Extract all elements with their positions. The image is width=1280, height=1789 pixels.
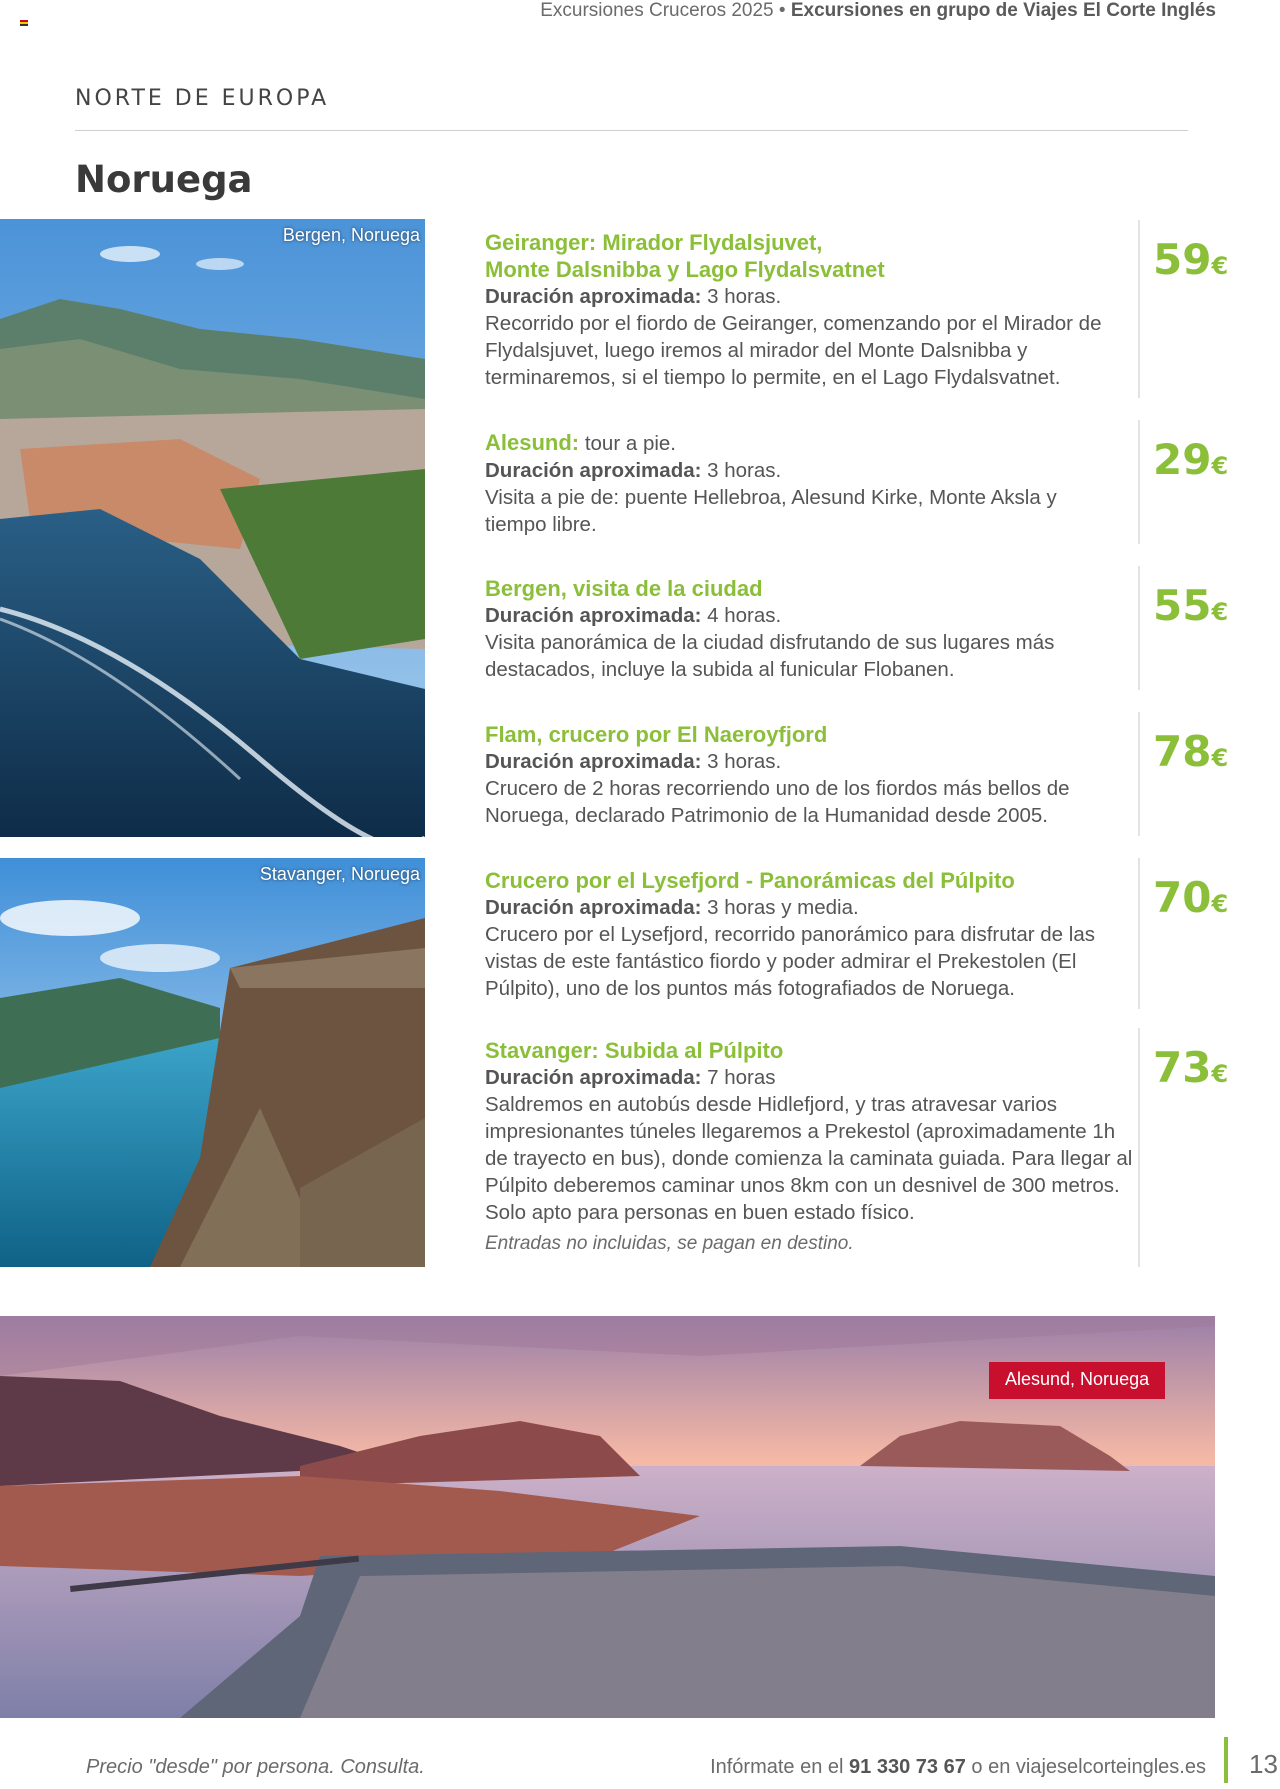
tour-duration: 3 horas. bbox=[707, 750, 782, 773]
currency-symbol: € bbox=[1211, 598, 1229, 626]
price-value: 55 bbox=[1153, 581, 1212, 630]
currency-symbol: € bbox=[1211, 252, 1229, 280]
contact-mid: o en bbox=[971, 1756, 1011, 1778]
price-value: 73 bbox=[1153, 1043, 1212, 1092]
phone-number[interactable]: 91 330 73 67 bbox=[849, 1756, 966, 1778]
header-separator: • bbox=[778, 0, 786, 21]
tour-alesund bbox=[485, 429, 1140, 538]
currency-symbol: € bbox=[1211, 452, 1229, 480]
tickets-note: Entradas no incluidas, se pagan en destino. bbox=[485, 1233, 854, 1254]
tour-title: Crucero por el Lysefjord - Panorámicas del Púlpito bbox=[485, 868, 1015, 893]
bergen-photo-caption: Bergen, Noruega bbox=[282, 225, 420, 245]
contact-info bbox=[710, 1756, 1206, 1779]
price-divider bbox=[1138, 220, 1140, 398]
tour-geiranger bbox=[485, 229, 1140, 391]
price-value: 70 bbox=[1153, 873, 1212, 922]
price-divider bbox=[1138, 1028, 1140, 1267]
page-title: Noruega bbox=[75, 158, 253, 201]
duration-label: Duración aproximada: bbox=[485, 750, 702, 773]
price-divider bbox=[1138, 858, 1140, 1009]
duration-label: Duración aproximada: bbox=[485, 285, 702, 308]
alesund-photo-caption: Alesund, Noruega bbox=[989, 1362, 1165, 1399]
tour-price bbox=[1153, 727, 1229, 776]
stavanger-photo bbox=[0, 858, 425, 1267]
tour-title: Stavanger: Subida al Púlpito bbox=[485, 1038, 784, 1063]
tour-description: Recorrido por el fiordo de Geiranger, comenzando por el Mirador de Flydalsjuvet, luego iremos al mirador del Monte Dalsnibba y terminaremos, si el tiempo lo permite, en el Lago Flydalsvatnet. bbox=[485, 312, 1102, 389]
bergen-photo bbox=[0, 219, 425, 837]
tour-stavanger bbox=[485, 1037, 1140, 1226]
page-number: 13 bbox=[1249, 1749, 1278, 1779]
price-value: 78 bbox=[1153, 727, 1212, 776]
contact-prefix: Infórmate en el bbox=[710, 1756, 844, 1778]
duration-label: Duración aproximada: bbox=[485, 604, 702, 627]
currency-symbol: € bbox=[1211, 890, 1229, 918]
duration-label: Duración aproximada: bbox=[485, 896, 702, 919]
tour-title-line2: Monte Dalsnibba y Lago Flydalsvatnet bbox=[485, 257, 885, 282]
tour-duration: 3 horas y media. bbox=[707, 896, 859, 919]
price-disclaimer: Precio "desde" por persona. Consulta. bbox=[86, 1756, 425, 1778]
price-value: 29 bbox=[1153, 435, 1212, 484]
tour-lysefjord bbox=[485, 867, 1140, 1002]
duration-label: Duración aproximada: bbox=[485, 1066, 702, 1089]
tour-price bbox=[1153, 1043, 1229, 1092]
tour-price bbox=[1153, 435, 1229, 484]
price-value: 59 bbox=[1153, 235, 1212, 284]
duration-label: Duración aproximada: bbox=[485, 459, 702, 482]
price-divider bbox=[1138, 566, 1140, 690]
footer-divider bbox=[1224, 1737, 1228, 1783]
tour-price bbox=[1153, 581, 1229, 630]
tour-title-suffix: tour a pie. bbox=[584, 432, 676, 455]
currency-symbol: € bbox=[1211, 744, 1229, 772]
tour-title: Geiranger: Mirador Flydalsjuvet, bbox=[485, 230, 823, 255]
website-link[interactable]: viajeselcorteingles.es bbox=[1015, 1756, 1206, 1778]
currency-symbol: € bbox=[1211, 1060, 1229, 1088]
tour-description: Crucero por el Lysefjord, recorrido panorámico para disfrutar de las vistas de este fantástico fiordo y poder admirar el Prekestolen (El Púlpito), uno de los puntos más fotografiados de Noruega. bbox=[485, 923, 1095, 1000]
tour-description: Saldremos en autobús desde Hidlefjord, y tras atravesar varios impresionantes túneles llegaremos a Prekestol (aproximadamente 1h de trayecto en bus), donde comienza la caminata guiada. Para llegar al Púlpito deberemos caminar unos 8km con un desnivel de 300 metros. Solo apto para personas en buen estado físico. bbox=[485, 1093, 1133, 1224]
tour-flam bbox=[485, 721, 1140, 829]
tour-bergen bbox=[485, 575, 1140, 683]
tour-description: Visita a pie de: puente Hellebroa, Alesund Kirke, Monte Aksla y tiempo libre. bbox=[485, 486, 1057, 536]
spain-flag-icon bbox=[20, 20, 28, 26]
tour-duration: 7 horas bbox=[707, 1066, 776, 1089]
tour-duration: 3 horas. bbox=[707, 285, 782, 308]
price-divider bbox=[1138, 420, 1140, 544]
tour-duration: 3 horas. bbox=[707, 459, 782, 482]
section-divider bbox=[75, 130, 1188, 131]
tour-price bbox=[1153, 873, 1229, 922]
tour-title: Bergen, visita de la ciudad bbox=[485, 576, 763, 601]
tour-description: Visita panorámica de la ciudad disfrutando de sus lugares más destacados, incluye la subida al funicular Flobanen. bbox=[485, 631, 1055, 681]
stavanger-photo-caption: Stavanger, Noruega bbox=[259, 864, 420, 884]
header-subtitle: Excursiones en grupo de Viajes El Corte Inglés bbox=[790, 0, 1216, 21]
tour-description: Crucero de 2 horas recorriendo uno de los fiordos más bellos de Noruega, declarado Patrimonio de la Humanidad desde 2005. bbox=[485, 777, 1070, 827]
tour-title: Flam, crucero por El Naeroyfjord bbox=[485, 722, 828, 747]
section-title: NORTE DE EUROPA bbox=[75, 86, 330, 111]
tour-duration: 4 horas. bbox=[707, 604, 782, 627]
price-divider bbox=[1138, 712, 1140, 836]
tour-title: Alesund: bbox=[485, 430, 580, 455]
page-header bbox=[540, 0, 1216, 22]
tour-price bbox=[1153, 235, 1229, 284]
brochure-name: Excursiones Cruceros 2025 bbox=[540, 0, 774, 21]
